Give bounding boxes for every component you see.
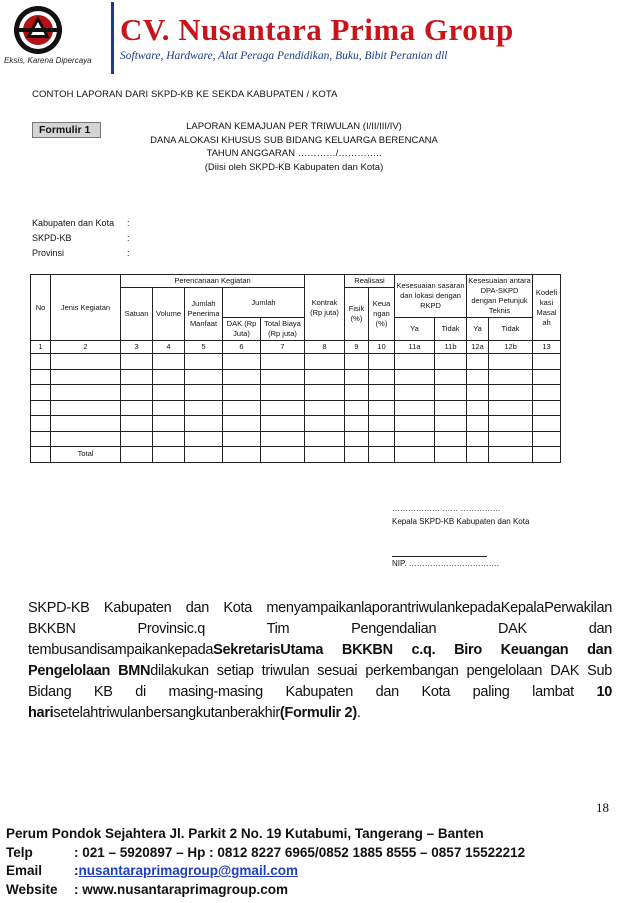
column-number: 2 xyxy=(51,341,121,354)
table-cell xyxy=(435,431,467,447)
table-cell xyxy=(435,354,467,370)
signature-block xyxy=(392,502,529,570)
signature-title: Kepala SKPD-KB Kabupaten dan Kota xyxy=(392,517,530,526)
paragraph-text: dilakukan setiap triwulan sesuai perkembangan pengelolaan DAK Sub Bidang KB di masing-masing Kabupaten dan Kota paling lambat xyxy=(28,663,612,700)
table-cell xyxy=(51,369,121,385)
col-header-ya: Ya xyxy=(395,318,435,341)
id-field-colon: : xyxy=(127,233,130,243)
signature-dots: ……………… …… …………… xyxy=(392,504,501,513)
table-cell xyxy=(395,354,435,370)
table-cell xyxy=(467,431,489,447)
doc-header: CONTOH LAPORAN DARI SKPD-KB KE SEKDA KABUPATEN / KOTA xyxy=(32,89,338,100)
id-field-colon: : xyxy=(127,248,130,258)
table-cell xyxy=(121,369,153,385)
title-line: (Diisi oleh SKPD-KB Kabupaten dan Kota) xyxy=(204,161,384,173)
table-cell xyxy=(121,385,153,401)
table-cell xyxy=(121,416,153,432)
table-cell xyxy=(51,400,121,416)
col-header-perencanaan: Perencanaan Kegiatan xyxy=(121,275,305,288)
body-paragraph xyxy=(28,598,612,724)
table-cell xyxy=(153,447,185,463)
id-field-row xyxy=(32,231,137,246)
table-cell xyxy=(533,354,561,370)
table-cell xyxy=(533,385,561,401)
table-cell xyxy=(369,385,395,401)
table-cell xyxy=(395,416,435,432)
table-cell xyxy=(435,416,467,432)
column-number: 1 xyxy=(31,341,51,354)
table-cell xyxy=(223,354,261,370)
footer-telp-value: : 021 – 5920897 – Hp : 0812 8227 6965/0852 1885 8555 – 0857 15522212 xyxy=(74,844,526,860)
table-row xyxy=(31,416,561,432)
table-cell xyxy=(489,354,533,370)
table-cell xyxy=(185,369,223,385)
table-cell xyxy=(305,400,345,416)
table-cell xyxy=(51,431,121,447)
table-row xyxy=(31,385,561,401)
table-cell xyxy=(121,431,153,447)
footer-telp-label: Telp xyxy=(6,844,33,860)
table-cell xyxy=(31,431,51,447)
table-cell xyxy=(261,354,305,370)
table-cell xyxy=(223,416,261,432)
table-cell xyxy=(345,400,369,416)
table-cell xyxy=(467,416,489,432)
col-header-fisik: Fisik (%) xyxy=(345,288,369,341)
table-cell xyxy=(185,354,223,370)
table-cell xyxy=(305,385,345,401)
table-cell xyxy=(261,416,305,432)
title-line: TAHUN ANGGARAN …………/………….. xyxy=(206,148,382,159)
column-number: 4 xyxy=(153,341,185,354)
table-cell xyxy=(223,369,261,385)
paragraph-bold: SekretarisUtama BKKBN c.q. Biro Keuangan dan Pengelolaan BMN xyxy=(28,642,612,679)
table-cell xyxy=(435,385,467,401)
table-cell xyxy=(153,369,185,385)
table-cell xyxy=(51,416,121,432)
paragraph-bold: (Formulir 2) xyxy=(279,705,357,721)
table-row xyxy=(31,400,561,416)
signature-nip: NIP. ……………………………. xyxy=(392,559,499,568)
email-link[interactable]: nusantaraprimagroup@gmail.com xyxy=(78,863,298,878)
col-header-tidak: Tidak xyxy=(435,318,467,341)
table-cell xyxy=(489,416,533,432)
table-cell xyxy=(305,354,345,370)
table-cell xyxy=(533,431,561,447)
table-cell xyxy=(435,447,467,463)
col-header-kesesuaian-lokasi: Kesesuaian sasaran dan lokasi dengan RKPD xyxy=(395,275,467,318)
table-cell xyxy=(489,400,533,416)
col-header-volume: Volume xyxy=(153,288,185,341)
footer-website-row xyxy=(6,881,525,900)
table-cell xyxy=(489,369,533,385)
footer-email-label: Email xyxy=(6,863,43,878)
table-cell xyxy=(467,369,489,385)
col-header-total-biaya: Total Biaya (Rp juta) xyxy=(261,318,305,341)
column-number: 11b xyxy=(435,341,467,354)
id-field-colon: : xyxy=(127,218,130,228)
col-header-jumlah: Jumlah xyxy=(223,288,305,318)
col-header-kodefikasi: Kodefi kasi Masal ah xyxy=(533,275,561,341)
table-cell xyxy=(153,385,185,401)
col-header-satuan: Satuan xyxy=(121,288,153,341)
company-logo-icon xyxy=(8,4,68,56)
paragraph-text: . xyxy=(356,705,361,721)
table-cell xyxy=(223,385,261,401)
table-cell xyxy=(153,416,185,432)
table-cell xyxy=(369,400,395,416)
col-header-tidak: Tidak xyxy=(489,318,533,341)
table-cell xyxy=(305,431,345,447)
table-cell xyxy=(533,447,561,463)
report-table xyxy=(30,274,561,463)
col-header-realisasi: Realisasi xyxy=(345,275,395,288)
table-cell xyxy=(153,431,185,447)
table-cell xyxy=(369,447,395,463)
col-header-kontrak: Kontrak (Rp juta) xyxy=(305,275,345,341)
table-cell xyxy=(533,400,561,416)
id-field-row xyxy=(32,216,137,231)
column-number: 5 xyxy=(185,341,223,354)
table-cell xyxy=(31,369,51,385)
page-number: 18 xyxy=(596,800,609,815)
table-row xyxy=(31,369,561,385)
column-number: 9 xyxy=(345,341,369,354)
table-cell xyxy=(305,416,345,432)
letterhead xyxy=(0,0,638,80)
footer-website-value: : www.nusantaraprimagroup.com xyxy=(74,881,289,897)
col-header-ya: Ya xyxy=(467,318,489,341)
table-cell xyxy=(153,354,185,370)
tagline: Eksis, Karena Dipercaya xyxy=(4,56,92,65)
company-name: CV. Nusantara Prima Group xyxy=(120,12,514,47)
column-number: 6 xyxy=(223,341,261,354)
report-title xyxy=(114,120,474,174)
table-cell xyxy=(369,354,395,370)
company-slogan: Software, Hardware, Alat Peraga Pendidikan, Buku, Bibit Peranian dll xyxy=(120,50,448,62)
table-cell xyxy=(467,400,489,416)
table-cell xyxy=(185,431,223,447)
id-field-label: Provinsi xyxy=(32,248,65,258)
column-number-row xyxy=(31,341,561,354)
column-number: 12b xyxy=(489,341,533,354)
table-cell xyxy=(223,447,261,463)
scanned-form xyxy=(24,80,558,592)
table-cell xyxy=(489,447,533,463)
table-cell xyxy=(345,369,369,385)
col-header-jenis-kegiatan: Jenis Kegiatan xyxy=(51,275,121,341)
table-cell xyxy=(489,385,533,401)
table-cell xyxy=(305,447,345,463)
footer xyxy=(6,825,525,899)
table-cell xyxy=(467,354,489,370)
paragraph-bold: 10 hari xyxy=(28,684,612,721)
col-header-jumlah-penerima: Jumlah Penerima Manfaat xyxy=(185,288,223,341)
id-field-row xyxy=(32,246,137,261)
table-cell xyxy=(261,400,305,416)
table-row xyxy=(31,431,561,447)
table-cell xyxy=(395,447,435,463)
table-cell xyxy=(345,431,369,447)
table-cell xyxy=(435,400,467,416)
table-cell xyxy=(261,447,305,463)
footer-website-label: Website xyxy=(6,881,58,897)
footer-email-colon: : xyxy=(74,863,79,878)
table-cell xyxy=(121,447,153,463)
table-cell xyxy=(121,354,153,370)
table-cell xyxy=(51,385,121,401)
table-cell xyxy=(185,400,223,416)
table-cell xyxy=(395,431,435,447)
table-cell xyxy=(185,447,223,463)
table-cell xyxy=(533,416,561,432)
col-header-kesesuaian-dpa: Kesesuaian antara DPA-SKPD dengan Petunjuk Teknis xyxy=(467,275,533,318)
table-cell xyxy=(223,431,261,447)
table-cell xyxy=(435,369,467,385)
table-cell xyxy=(395,400,435,416)
column-number: 7 xyxy=(261,341,305,354)
id-field-label: SKPD-KB xyxy=(32,233,72,243)
title-line: DANA ALOKASI KHUSUS SUB BIDANG KELUARGA BERENCANA xyxy=(150,134,438,146)
column-number: 12a xyxy=(467,341,489,354)
footer-address: Perum Pondok Sejahtera Jl. Parkit 2 No. 19 Kutabumi, Tangerang – Banten xyxy=(6,826,484,841)
col-header-no: No xyxy=(31,275,51,341)
id-fields xyxy=(32,216,137,261)
paragraph-text: setelahtriwulanbersangkutanberakhir xyxy=(53,705,280,721)
table-cell xyxy=(185,385,223,401)
table-cell xyxy=(345,354,369,370)
table-cell xyxy=(395,385,435,401)
table-cell xyxy=(533,369,561,385)
column-number: 8 xyxy=(305,341,345,354)
table-cell xyxy=(31,385,51,401)
table-cell xyxy=(31,354,51,370)
table-cell xyxy=(223,400,261,416)
column-number: 3 xyxy=(121,341,153,354)
column-number: 11a xyxy=(395,341,435,354)
table-cell xyxy=(31,447,51,463)
footer-telp-row xyxy=(6,844,525,863)
table-row xyxy=(31,354,561,370)
table-cell xyxy=(369,431,395,447)
table-cell xyxy=(261,385,305,401)
footer-email-row xyxy=(6,862,525,881)
table-cell xyxy=(31,416,51,432)
table-cell xyxy=(305,369,345,385)
table-cell xyxy=(261,431,305,447)
total-row xyxy=(31,447,561,463)
formulir-label: Formulir 1 xyxy=(32,122,101,138)
total-label: Total xyxy=(51,447,121,463)
table-cell xyxy=(369,416,395,432)
table-cell xyxy=(489,431,533,447)
table-cell xyxy=(51,354,121,370)
table-cell xyxy=(395,369,435,385)
table-cell xyxy=(153,400,185,416)
id-field-label: Kabupaten dan Kota xyxy=(32,218,115,228)
table-cell xyxy=(345,447,369,463)
column-number: 13 xyxy=(533,341,561,354)
table-cell xyxy=(31,400,51,416)
col-header-keuangan: Keua ngan (%) xyxy=(369,288,395,341)
table-cell xyxy=(467,385,489,401)
title-line: LAPORAN KEMAJUAN PER TRIWULAN (I/II/III/IV) xyxy=(186,121,402,132)
table-cell xyxy=(369,369,395,385)
table-cell xyxy=(345,416,369,432)
table-cell xyxy=(261,369,305,385)
column-number: 10 xyxy=(369,341,395,354)
table-cell xyxy=(121,400,153,416)
table-cell xyxy=(185,416,223,432)
letterhead-divider xyxy=(111,2,114,74)
col-header-dak: DAK (Rp Juta) xyxy=(223,318,261,341)
paragraph-text: SKPD-KB Kabupaten dan Kota menyampaikanlaporantriwulankepadaKepalaPerwakilan BKKBN Provinsic.q Tim Pengendalian DAK dan tembusandisampaikankepada xyxy=(28,600,612,658)
table-cell xyxy=(345,385,369,401)
table-cell xyxy=(467,447,489,463)
